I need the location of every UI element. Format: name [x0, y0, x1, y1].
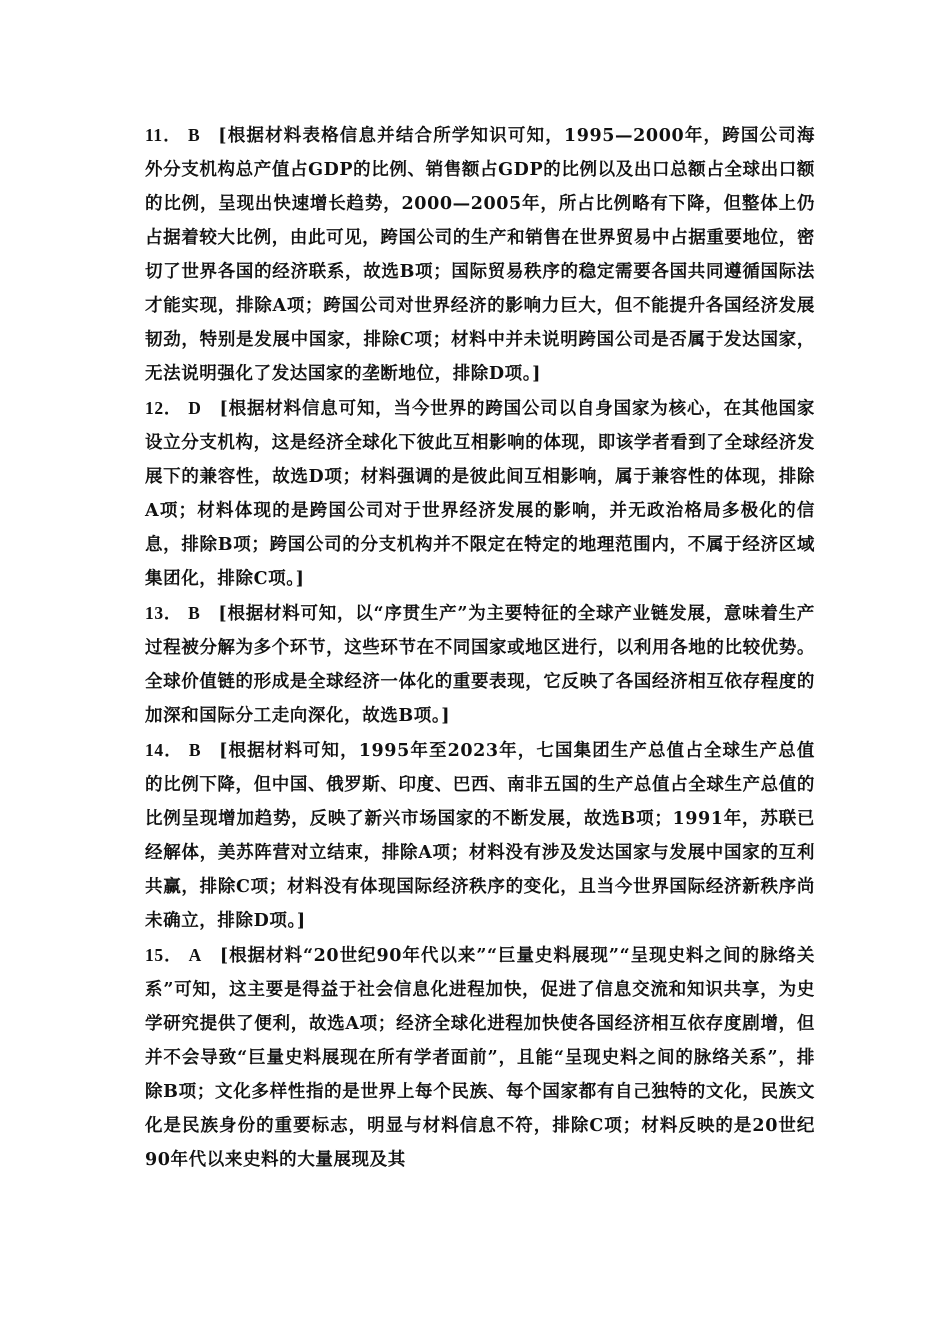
question-number: 13． — [145, 603, 183, 623]
answer-explanation: [根据材料表格信息并结合所学知识可知，1995—2000年，跨国公司海外分支机构总产值占GDP的比例、销售额占GDP的比例以及出口总额占全球出口额的比例，呈现出快速增长趋势，2000—2005年，所占比例略有下降，但整体上仍占据着较大比例，由此可见，跨国公司的生产和销售在世界贸易中占据重要地位，密切了世界各国的经济联系，故选B项；国际贸易秩序的稳定需要各国共同遵循国际法才能实现，排除A项；跨国公司对世界经济的影响力巨大，但不能提升各国经济发展韧劲，特别是发展中国家，排除C项；材料中并未说明跨国公司是否属于发达国家，无法说明强化了发达国家的垄断地位，排除D项。] — [145, 126, 815, 384]
answer-14 — [145, 733, 815, 938]
question-number: 12． — [145, 398, 183, 418]
answer-letter: A — [188, 945, 202, 965]
answer-15 — [145, 938, 815, 1177]
answer-page — [145, 118, 815, 1177]
answer-explanation: [根据材料“20世纪90年代以来”“巨量史料展现”“呈现史料之间的脉络关系”可知，这主要是得益于社会信息化进程加快，促进了信息交流和知识共享，为史学研究提供了便利，故选A项；经济全球化进程加快使各国经济相互依存度剧增，但并不会导致“巨量史料展现在所有学者面前”，且能“呈现史料之间的脉络关系”，排除B项；文化多样性指的是世界上每个民族、每个国家都有自己独特的文化，民族文化是民族身份的重要标志，明显与材料信息不符，排除C项；材料反映的是20世纪90年代以来史料的大量展现及其 — [145, 946, 815, 1170]
answer-12 — [145, 391, 815, 596]
question-number: 15． — [145, 945, 183, 965]
answer-13 — [145, 596, 815, 733]
answer-explanation: [根据材料可知，以“序贯生产”为主要特征的全球产业链发展，意味着生产过程被分解为多个环节，这些环节在不同国家或地区进行，以利用各地的比较优势。全球价值链的形成是全球经济一体化的重要表现，它反映了各国经济相互依存程度的加深和国际分工走向深化，故选B项。] — [145, 604, 815, 726]
answer-letter: B — [188, 740, 202, 760]
question-number: 11． — [145, 125, 182, 145]
answer-explanation: [根据材料可知，1995年至2023年，七国集团生产总值占全球生产总值的比例下降，但中国、俄罗斯、印度、巴西、南非五国的生产总值占全球生产总值的比例呈现增加趋势，反映了新兴市场国家的不断发展，故选B项；1991年，苏联已经解体，美苏阵营对立结束，排除A项；材料没有涉及发达国家与发展中国家的互利共赢，排除C项；材料没有体现国际经济秩序的变化，且当今世界国际经济新秩序尚未确立，排除D项。] — [145, 741, 815, 931]
answer-letter: D — [188, 398, 202, 418]
question-number: 14． — [145, 740, 183, 760]
answer-11 — [145, 118, 815, 391]
answer-letter: B — [188, 603, 201, 623]
answer-letter: B — [188, 125, 201, 145]
answer-explanation: [根据材料信息可知，当今世界的跨国公司以自身国家为核心，在其他国家设立分支机构，这是经济全球化下彼此互相影响的体现，即该学者看到了全球经济发展下的兼容性，故选D项；材料强调的是彼此间互相影响，属于兼容性的体现，排除A项；材料体现的是跨国公司对于世界经济发展的影响，并无政治格局多极化的信息，排除B项；跨国公司的分支机构并不限定在特定的地理范围内，不属于经济区域集团化，排除C项。] — [145, 399, 815, 589]
